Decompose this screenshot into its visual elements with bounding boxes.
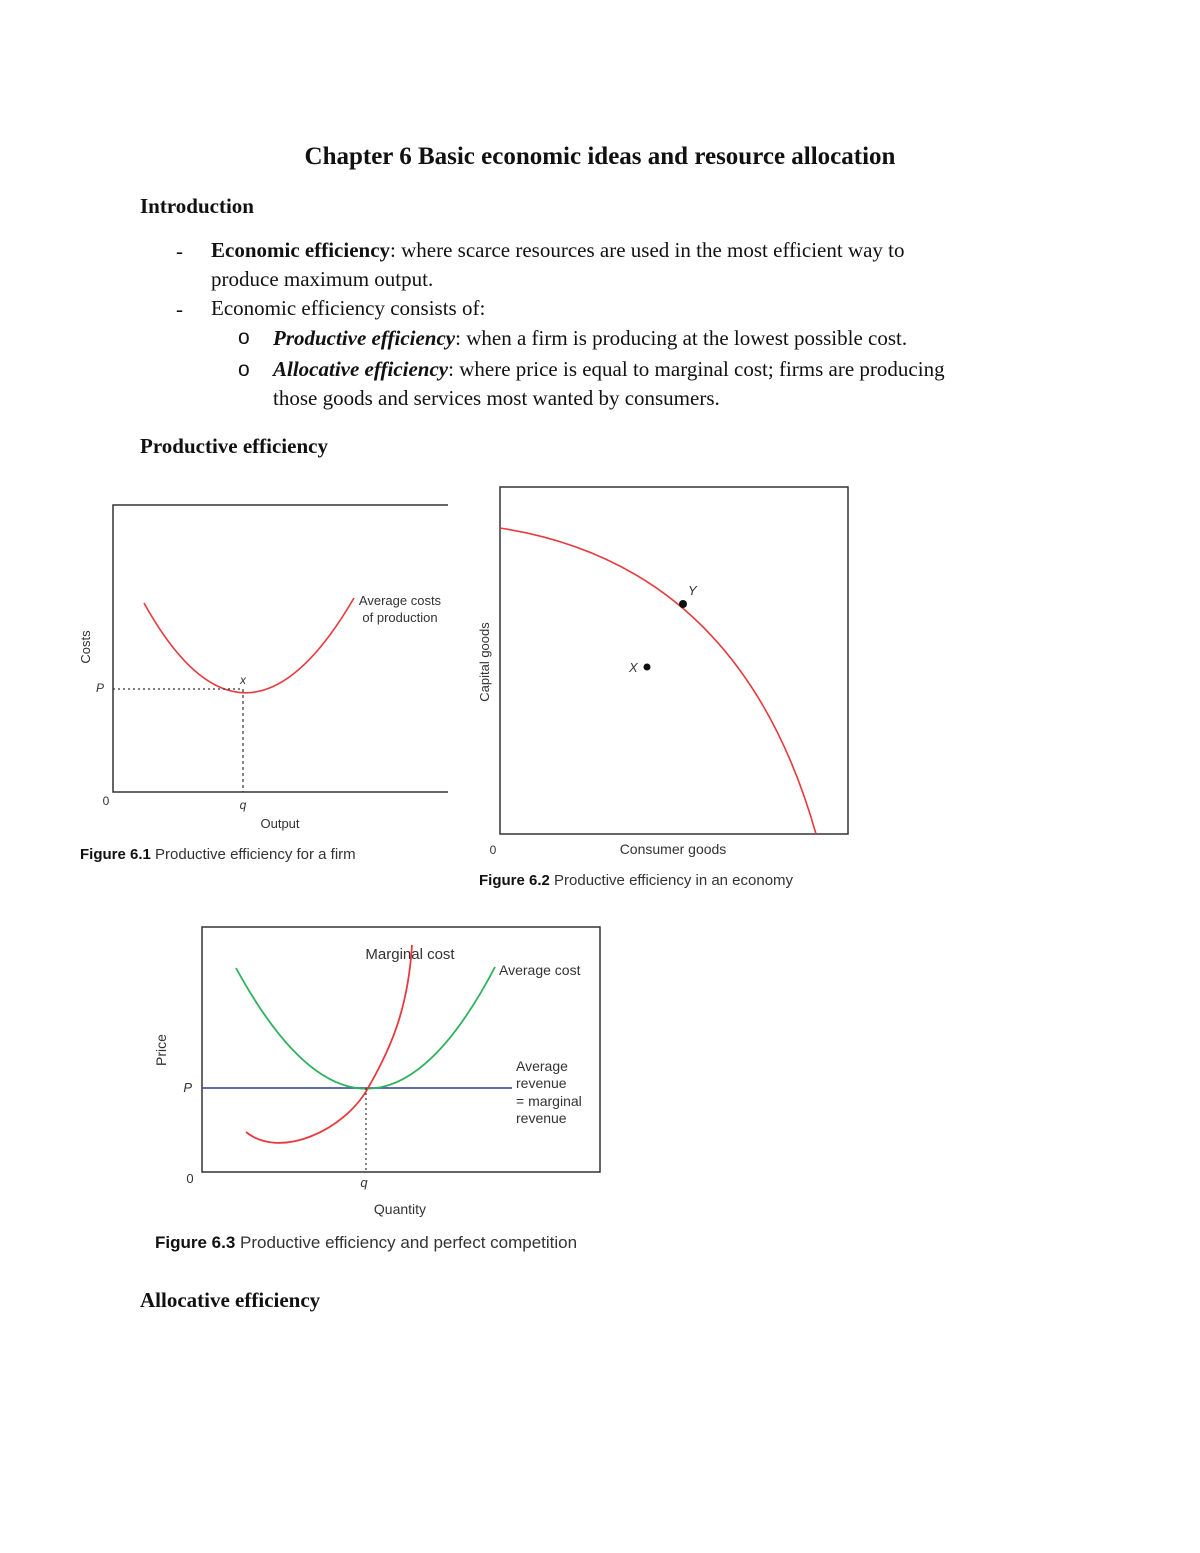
- term-allocative-efficiency: Allocative efficiency: [273, 357, 449, 381]
- fig3-caption-text: Productive efficiency and perfect competition: [240, 1233, 578, 1252]
- figure-6-3: [150, 920, 610, 1225]
- bullet-consists-of: Economic efficiency consists of:: [211, 296, 486, 320]
- fig3-caption-number: Figure 6.3: [155, 1233, 236, 1252]
- fig1-caption: [80, 846, 356, 863]
- fig3-ar-label-4: revenue: [516, 1110, 567, 1126]
- fig1-y-axis-label: Costs: [78, 630, 93, 664]
- fig3-x-axis-label: Quantity: [373, 1201, 427, 1217]
- sub-bullet-text: : when a firm is producing at the lowest possible cost.: [455, 326, 908, 350]
- fig1-p-label: P: [95, 681, 104, 695]
- sub-bullet-marker: o: [238, 326, 250, 349]
- fig3-ar-label-2: revenue: [516, 1075, 567, 1091]
- figure-6-1: [70, 495, 460, 875]
- fig1-caption-text: Productive efficiency for a firm: [155, 846, 356, 863]
- sub-bullet-text: : where price is equal to marginal cost; firms are producing: [448, 357, 945, 381]
- bullet-text-continued: produce maximum output.: [211, 267, 434, 291]
- fig2-origin: 0: [489, 843, 497, 857]
- bullet-economic-efficiency: [211, 236, 905, 294]
- fig3-ar-label-3: = marginal: [516, 1093, 582, 1109]
- sub-bullet-text-continued: those goods and services most wanted by consumers.: [273, 386, 720, 410]
- heading-introduction: Introduction: [140, 194, 254, 218]
- fig2-caption: [479, 872, 793, 889]
- fig2-x-axis-label: Consumer goods: [619, 841, 727, 857]
- fig2-caption-number: Figure 6.2: [479, 872, 550, 889]
- fig2-point-x-label: X: [629, 660, 638, 675]
- heading-productive-efficiency: Productive efficiency: [140, 434, 328, 458]
- fig1-axes: [113, 505, 448, 792]
- sub-bullet-productive: [273, 324, 907, 353]
- term-productive-efficiency: Productive efficiency: [273, 326, 456, 350]
- fig2-point-y: [679, 600, 687, 608]
- heading-allocative-efficiency: Allocative efficiency: [140, 1288, 321, 1312]
- fig1-x-axis-label: Output: [260, 816, 300, 831]
- fig1-origin: 0: [102, 794, 110, 808]
- fig3-ac-label: Average cost: [499, 962, 581, 978]
- fig1-curve-label-line2: of production: [362, 610, 438, 625]
- fig2-point-x: [644, 664, 651, 671]
- average-cost-curve: [236, 967, 495, 1089]
- fig1-q-label: q: [239, 798, 247, 812]
- fig3-origin: 0: [186, 1171, 194, 1186]
- fig3-ar-label-1: Average: [516, 1058, 568, 1074]
- average-cost-curve: [144, 598, 354, 693]
- dash-marker: -: [176, 239, 183, 263]
- fig2-y-axis-label: Capital goods: [477, 622, 492, 702]
- fig2-caption-text: Productive efficiency in an economy: [554, 872, 794, 889]
- fig3-caption: [155, 1233, 577, 1253]
- figure-6-2: [470, 480, 870, 865]
- fig3-q-label: q: [360, 1175, 368, 1190]
- sub-bullet-allocative: [273, 355, 945, 413]
- term-economic-efficiency: Economic efficiency: [211, 238, 391, 262]
- marginal-cost-curve: [246, 945, 412, 1143]
- fig1-caption-number: Figure 6.1: [80, 846, 151, 863]
- production-possibility-curve: [500, 528, 816, 834]
- fig3-p-label: P: [183, 1080, 192, 1095]
- fig2-point-y-label: Y: [688, 583, 697, 598]
- sub-bullet-marker: o: [238, 358, 250, 381]
- bullet-text: : where scarce resources are used in the most efficient way to: [390, 238, 905, 262]
- fig1-curve-label-line1: Average costs: [358, 593, 442, 608]
- fig3-y-axis-label: Price: [153, 1034, 169, 1066]
- page-title: Chapter 6 Basic economic ideas and resource allocation: [304, 143, 896, 170]
- fig3-mc-label: Marginal cost: [365, 946, 455, 963]
- dash-marker: -: [176, 297, 183, 321]
- fig1-point-x-label: x: [240, 673, 246, 687]
